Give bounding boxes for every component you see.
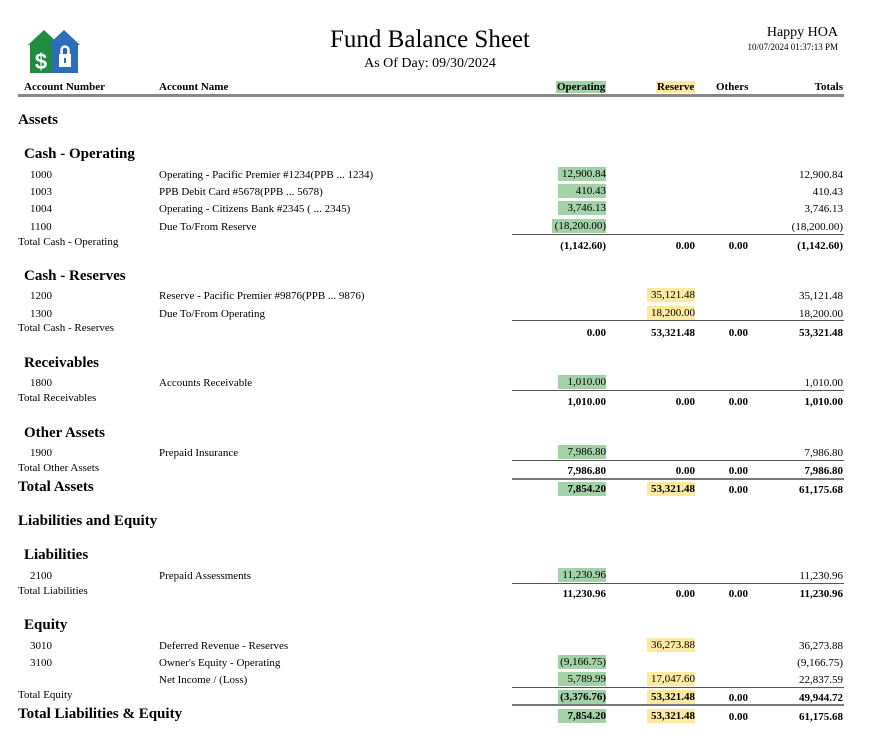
others-total: 0.00 <box>728 240 748 252</box>
col-reserve: Reserve <box>657 81 695 93</box>
operating-value: 12,900.84 <box>558 167 606 181</box>
reserve-total: 0.00 <box>675 588 695 600</box>
total-value: 12,900.84 <box>799 169 843 181</box>
others-total: 0.00 <box>728 484 748 496</box>
reserve-total: 53,321.48 <box>647 482 695 496</box>
grand-total: 61,175.68 <box>799 484 843 496</box>
reserve-value: 17,047.60 <box>647 672 695 686</box>
total-value: 11,230.96 <box>799 570 843 582</box>
operating-total: 7,854.20 <box>558 482 606 496</box>
account-number: 1003 <box>30 186 52 198</box>
total-label: Total Cash - Operating <box>18 236 119 248</box>
account-number: 1000 <box>30 169 52 181</box>
header-divider <box>18 94 844 97</box>
total-liab-equity-label: Total Liabilities & Equity <box>18 706 183 722</box>
subtotal-rule <box>512 320 844 321</box>
total-value: (18,200.00) <box>791 221 843 233</box>
subtotal-rule <box>512 583 844 584</box>
report-subtitle: As Of Day: 09/30/2024 <box>364 56 496 71</box>
others-total: 0.00 <box>728 465 748 477</box>
reserve-value: 36,273.88 <box>647 638 695 652</box>
grand-total: 11,230.96 <box>799 588 843 600</box>
report-timestamp: 10/07/2024 01:37:13 PM <box>747 42 838 52</box>
reserve-total: 53,321.48 <box>647 709 695 723</box>
reserve-value: 18,200.00 <box>647 306 695 320</box>
account-number: 1200 <box>30 290 52 302</box>
col-account-name: Account Name <box>159 81 229 93</box>
subtotal-rule <box>512 390 844 391</box>
total-value: 35,121.48 <box>799 290 843 302</box>
operating-value: 410.43 <box>558 184 606 198</box>
account-number: 3010 <box>30 640 52 652</box>
operating-total: 0.00 <box>586 327 606 339</box>
account-name: Prepaid Assessments <box>159 570 251 582</box>
total-value: 18,200.00 <box>799 308 843 320</box>
operating-total: 7,854.20 <box>558 709 606 723</box>
reserve-total: 53,321.48 <box>651 327 695 339</box>
total-liab-equity-rule <box>512 704 844 706</box>
svg-text:$: $ <box>34 49 48 73</box>
account-name: Due To/From Reserve <box>159 221 257 233</box>
total-value: 3,746.13 <box>804 203 843 215</box>
others-total: 0.00 <box>728 396 748 408</box>
reserve-total: 0.00 <box>675 396 695 408</box>
grand-total: (1,142.60) <box>797 240 843 252</box>
total-label: Total Equity <box>18 689 73 701</box>
group-liabilities: Liabilities <box>24 547 89 563</box>
account-name: Net Income / (Loss) <box>159 674 248 686</box>
org-name: Happy HOA <box>766 25 838 40</box>
grand-total: 61,175.68 <box>799 711 843 723</box>
account-name: Prepaid Insurance <box>159 447 239 459</box>
operating-value: 1,010.00 <box>558 375 606 389</box>
others-total: 0.00 <box>728 711 748 723</box>
col-operating: Operating <box>557 81 606 93</box>
total-value: 1,010.00 <box>804 377 843 389</box>
total-label: Total Receivables <box>18 392 97 404</box>
account-number: 3100 <box>30 657 52 669</box>
operating-value: 5,789.99 <box>558 672 606 686</box>
operating-total: (3,376.76) <box>558 690 606 704</box>
operating-value: 7,986.80 <box>558 445 606 459</box>
account-name: Due To/From Operating <box>159 308 265 320</box>
reserve-value: 35,121.48 <box>647 288 695 302</box>
operating-value: (18,200.00) <box>552 219 606 233</box>
total-value: (9,166.75) <box>797 657 843 669</box>
operating-value: 3,746.13 <box>558 201 606 215</box>
report-title: Fund Balance Sheet <box>330 26 530 53</box>
others-total: 0.00 <box>728 327 748 339</box>
subtotal-rule <box>512 687 844 688</box>
section-liabilities-equity: Liabilities and Equity <box>18 513 158 529</box>
account-name: Owner's Equity - Operating <box>159 657 281 669</box>
group-other-assets: Other Assets <box>24 425 105 441</box>
grand-total: 1,010.00 <box>804 396 843 408</box>
group-equity: Equity <box>24 617 68 633</box>
total-label: Total Cash - Reserves <box>18 322 115 334</box>
operating-value: 11,230.96 <box>558 568 606 582</box>
reserve-total: 0.00 <box>675 240 695 252</box>
operating-total: (1,142.60) <box>560 240 606 252</box>
grand-total: 49,944.72 <box>799 692 843 704</box>
account-number: 1100 <box>30 221 52 233</box>
reserve-total: 53,321.48 <box>647 690 695 704</box>
section-assets: Assets <box>18 112 58 128</box>
account-name: Reserve - Pacific Premier #9876(PPB ... 9876) <box>159 290 365 302</box>
total-assets-label: Total Assets <box>18 479 94 495</box>
others-total: 0.00 <box>728 692 748 704</box>
total-value: 7,986.80 <box>804 447 843 459</box>
account-number: 2100 <box>30 570 52 582</box>
account-number: 1300 <box>30 308 52 320</box>
operating-value: (9,166.75) <box>558 655 606 669</box>
total-value: 36,273.88 <box>799 640 843 652</box>
total-label: Total Other Assets <box>18 462 100 474</box>
group-cash-operating: Cash - Operating <box>24 146 135 162</box>
account-number: 1004 <box>30 203 52 215</box>
operating-total: 7,986.80 <box>567 465 606 477</box>
grand-total: 53,321.48 <box>799 327 843 339</box>
account-name: Deferred Revenue - Reserves <box>159 640 289 652</box>
account-name: Accounts Receivable <box>159 377 253 389</box>
grand-total: 7,986.80 <box>804 465 843 477</box>
group-cash-reserves: Cash - Reserves <box>24 268 126 284</box>
col-totals: Totals <box>814 81 843 93</box>
subtotal-rule <box>512 460 844 461</box>
account-number: 1800 <box>30 377 52 389</box>
account-number: 1900 <box>30 447 52 459</box>
reserve-total: 0.00 <box>675 465 695 477</box>
operating-total: 1,010.00 <box>567 396 606 408</box>
account-name: Operating - Pacific Premier #1234(PPB ... 1234) <box>159 169 374 181</box>
total-assets-rule <box>512 478 844 480</box>
subtotal-rule <box>512 234 844 235</box>
col-account-number: Account Number <box>24 81 105 93</box>
others-total: 0.00 <box>728 588 748 600</box>
col-others: Others <box>716 81 749 93</box>
group-receivables: Receivables <box>24 355 99 371</box>
total-value: 22,837.59 <box>799 674 843 686</box>
account-name: PPB Debit Card #5678(PPB ... 5678) <box>159 186 323 198</box>
total-label: Total Liabilities <box>18 585 88 597</box>
account-name: Operating - Citizens Bank #2345 ( ... 2345) <box>159 203 351 215</box>
total-value: 410.43 <box>812 186 843 198</box>
operating-total: 11,230.96 <box>562 588 606 600</box>
